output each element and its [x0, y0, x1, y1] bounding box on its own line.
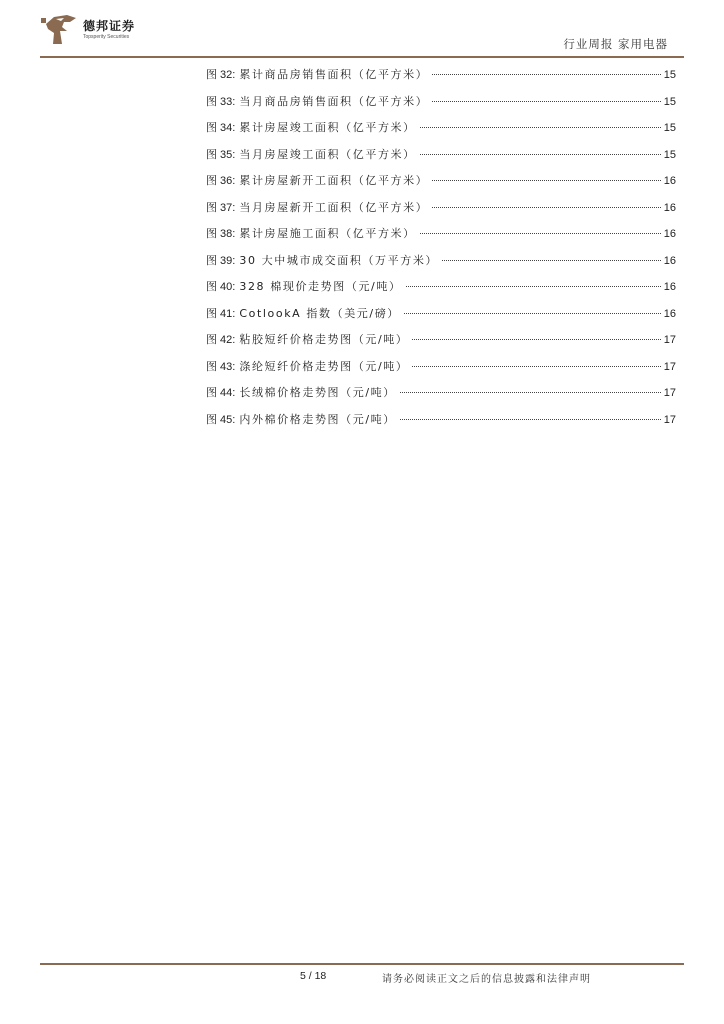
toc-figure-title: 涤纶短纤价格走势图（元/吨）	[239, 359, 409, 373]
toc-entry[interactable]	[206, 199, 676, 226]
toc-page-number: 17	[663, 334, 676, 346]
brand-logo	[40, 14, 160, 48]
toc-leader-dots	[400, 419, 661, 420]
brand-name-en: Topsperity Securities	[83, 34, 130, 40]
toc-page-number: 17	[663, 360, 676, 373]
toc-figure-title: 当月商品房销售面积（亿平方米）	[239, 94, 429, 108]
toc-figure-title: 328 棉现价走势图（元/吨）	[239, 280, 402, 293]
toc-figure-number: 图 36:	[206, 175, 236, 187]
toc-figure-number: 图 35:	[206, 148, 236, 161]
disclaimer-note: 请务必阅读正文之后的信息披露和法律声明	[382, 974, 591, 985]
toc-entry[interactable]	[206, 384, 676, 411]
toc-entry[interactable]	[206, 278, 676, 305]
toc-leader-dots	[432, 207, 660, 208]
toc-figure-title: 累计房屋竣工面积（亿平方米）	[239, 121, 416, 134]
toc-figure-title: 内外棉价格走势图（元/吨）	[239, 412, 396, 426]
toc-page-number: 16	[663, 281, 676, 293]
toc-entry[interactable]	[206, 172, 676, 199]
toc-page-number: 15	[663, 95, 676, 108]
toc-leader-dots	[420, 233, 661, 234]
toc-page-number: 16	[663, 201, 676, 214]
toc-entry[interactable]	[206, 119, 676, 146]
toc-entry[interactable]	[206, 225, 676, 252]
toc-figure-title: 30 大中城市成交面积（万平方米）	[239, 253, 439, 267]
toc-figure-number: 图 37:	[206, 201, 236, 214]
toc-leader-dots	[432, 74, 660, 75]
toc-leader-dots	[406, 286, 661, 287]
toc-page-number: 17	[663, 413, 676, 426]
toc-leader-dots	[442, 260, 661, 261]
toc-figure-number: 图 32:	[206, 69, 236, 81]
toc-page-number: 15	[663, 148, 676, 161]
report-category: 行业周报 家用电器	[563, 37, 668, 51]
toc-leader-dots	[412, 339, 660, 340]
toc-figure-number: 图 39:	[206, 254, 236, 267]
toc-figure-number: 图 45:	[206, 413, 236, 426]
toc-figure-title: 当月房屋竣工面积（亿平方米）	[239, 147, 416, 161]
toc-figure-number: 图 41:	[206, 307, 236, 320]
toc-page-number: 16	[663, 228, 676, 240]
toc-figure-number: 图 43:	[206, 360, 236, 373]
toc-leader-dots	[420, 127, 661, 128]
toc-page-number: 15	[663, 69, 676, 81]
toc-figure-number: 图 42:	[206, 334, 236, 346]
header-rule	[40, 56, 684, 58]
toc-figure-title: 累计房屋新开工面积（亿平方米）	[239, 174, 429, 187]
toc-leader-dots	[404, 313, 661, 314]
toc-leader-dots	[420, 154, 661, 155]
toc-page-number: 16	[663, 307, 676, 320]
page-indicator: 5 / 18	[300, 970, 327, 982]
toc-figure-number: 图 44:	[206, 387, 236, 399]
brand-name-cn: 德邦证券	[83, 19, 136, 33]
toc-figure-title: 粘胶短纤价格走势图（元/吨）	[239, 333, 409, 346]
toc-entry[interactable]	[206, 331, 676, 358]
toc-figure-number: 图 38:	[206, 228, 236, 240]
toc-leader-dots	[412, 366, 660, 367]
toc-entry[interactable]	[206, 93, 676, 120]
toc-page-number: 16	[663, 254, 676, 267]
toc-figure-number: 图 33:	[206, 95, 236, 108]
toc-entry[interactable]	[206, 252, 676, 279]
toc-figure-title: 累计房屋施工面积（亿平方米）	[239, 227, 416, 240]
toc-entry[interactable]	[206, 146, 676, 173]
toc-figure-title: 长绒棉价格走势图（元/吨）	[239, 386, 396, 399]
toc-figure-number: 图 40:	[206, 281, 236, 293]
toc-leader-dots	[400, 392, 661, 393]
toc-entry[interactable]	[206, 411, 676, 438]
toc-figure-title: 当月房屋新开工面积（亿平方米）	[239, 200, 429, 214]
toc-page-number: 17	[663, 387, 676, 399]
toc-figure-number: 图 34:	[206, 122, 236, 134]
figure-index	[206, 66, 676, 437]
toc-figure-title: CotlookA 指数（美元/磅）	[239, 306, 400, 320]
footer-rule	[40, 963, 684, 965]
toc-leader-dots	[432, 180, 660, 181]
toc-leader-dots	[432, 101, 660, 102]
toc-page-number: 16	[663, 175, 676, 187]
toc-figure-title: 累计商品房销售面积（亿平方米）	[239, 68, 429, 81]
toc-entry[interactable]	[206, 66, 676, 93]
toc-entry[interactable]	[206, 358, 676, 385]
topsperity-logo-icon	[40, 14, 78, 46]
toc-page-number: 15	[663, 122, 676, 134]
toc-entry[interactable]	[206, 305, 676, 332]
